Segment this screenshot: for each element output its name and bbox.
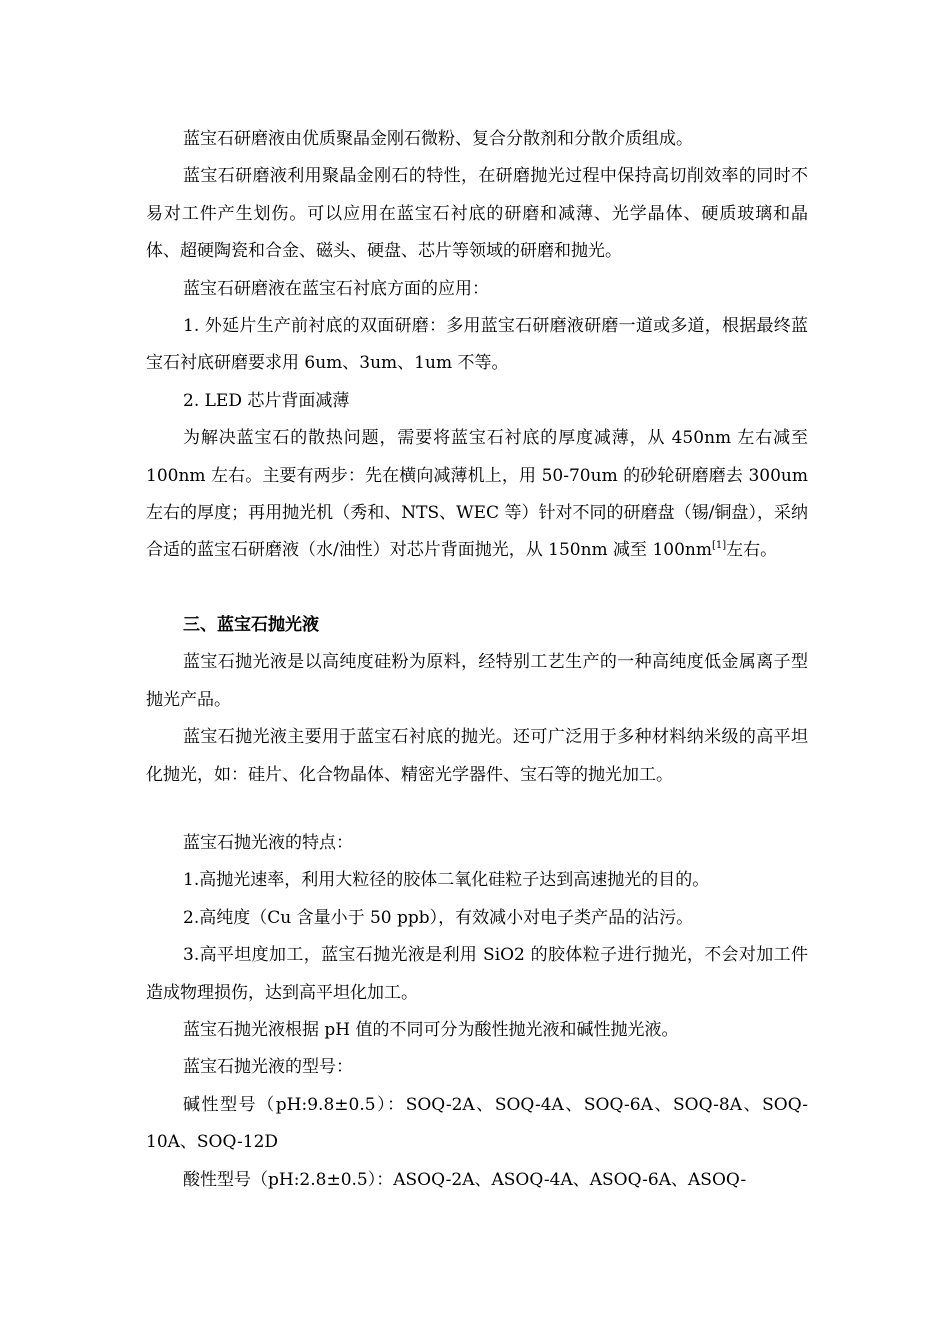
application-intro: 蓝宝石研磨液在蓝宝石衬底方面的应用：	[183, 278, 489, 299]
polishing-intro: 蓝宝石抛光液是以高纯度硅粉为原料，经特别工艺生产的一种高纯度低金属离子型抛光产品。	[146, 652, 808, 710]
features-title: 蓝宝石抛光液的特点：	[183, 832, 353, 853]
thinning-text-end: 左右。	[726, 540, 778, 561]
feature-item-2: 2.高纯度（Cu 含量小于 50 ppb），有效减小对电子类产品的沾污。	[183, 907, 694, 928]
acidic-models: 酸性型号（pH:2.8±0.5）：ASOQ-2A、ASOQ-4A、ASOQ-6A、ASOQ-	[183, 1169, 747, 1190]
feature-item-1: 1.高抛光速率，利用大粒径的胶体二氧化硅粒子达到高速抛光的目的。	[183, 870, 710, 891]
section-heading: 三、蓝宝石抛光液	[183, 614, 319, 635]
properties-paragraph: 蓝宝石研磨液利用聚晶金刚石的特性，在研磨抛光过程中保持高切削效率的同时不易对工件产生划伤。可以应用在蓝宝石衬底的研磨和减薄、光学晶体、硬质玻璃和晶体、超硬陶瓷和合金、磁头、硬盘、芯片等领域的研磨和抛光。	[146, 166, 808, 262]
reference-mark[interactable]: [1]	[711, 540, 727, 552]
polishing-usage: 蓝宝石抛光液主要用于蓝宝石衬底的抛光。还可广泛用于多种材料纳米级的高平坦化抛光，如：硅片、化合物晶体、精密光学器件、宝石等的抛光加工。	[146, 727, 808, 785]
alkaline-models: 碱性型号（pH:9.8±0.5）：SOQ-2A、SOQ-4A、SOQ-6A、SOQ-8A、SOQ-10A、SOQ-12D	[146, 1094, 808, 1153]
thinning-text: 为解决蓝宝石的散热问题，需要将蓝宝石衬底的厚度减薄，从 450nm 左右减至 100nm 左右。主要有两步：先在横向减薄机上，用 50-70um 的砂轮研磨磨去 300um 左右的厚度；再用抛光机（秀和、NTS、WEC 等）针对不同的研磨盘（锡/铜盘），采纳合适的蓝宝石研磨液（水/油性）对芯片背面抛光，从 150nm 减至 100nm	[146, 428, 808, 561]
application-item-1: 1. 外延片生产前衬底的双面研磨：多用蓝宝石研磨液研磨一道或多道，根据最终蓝宝石衬底研磨要求用 6um、3um、1um 不等。	[146, 316, 808, 374]
spacer	[146, 794, 808, 825]
feature-item-3: 3.高平坦度加工，蓝宝石抛光液是利用 SiO2 的胶体粒子进行抛光，不会对加工件造成物理损伤，达到高平坦化加工。	[146, 945, 808, 1003]
thinning-paragraph	[146, 420, 808, 570]
models-title: 蓝宝石抛光液的型号：	[183, 1057, 353, 1078]
application-item-2: 2. LED 芯片背面减薄	[183, 390, 350, 411]
intro-paragraph: 蓝宝石研磨液由优质聚晶金刚石微粉、复合分散剂和分散介质组成。	[183, 129, 693, 149]
spacer	[146, 570, 808, 607]
classification-paragraph: 蓝宝石抛光液根据 pH 值的不同可分为酸性抛光液和碱性抛光液。	[183, 1019, 679, 1040]
document-body	[146, 121, 808, 1199]
